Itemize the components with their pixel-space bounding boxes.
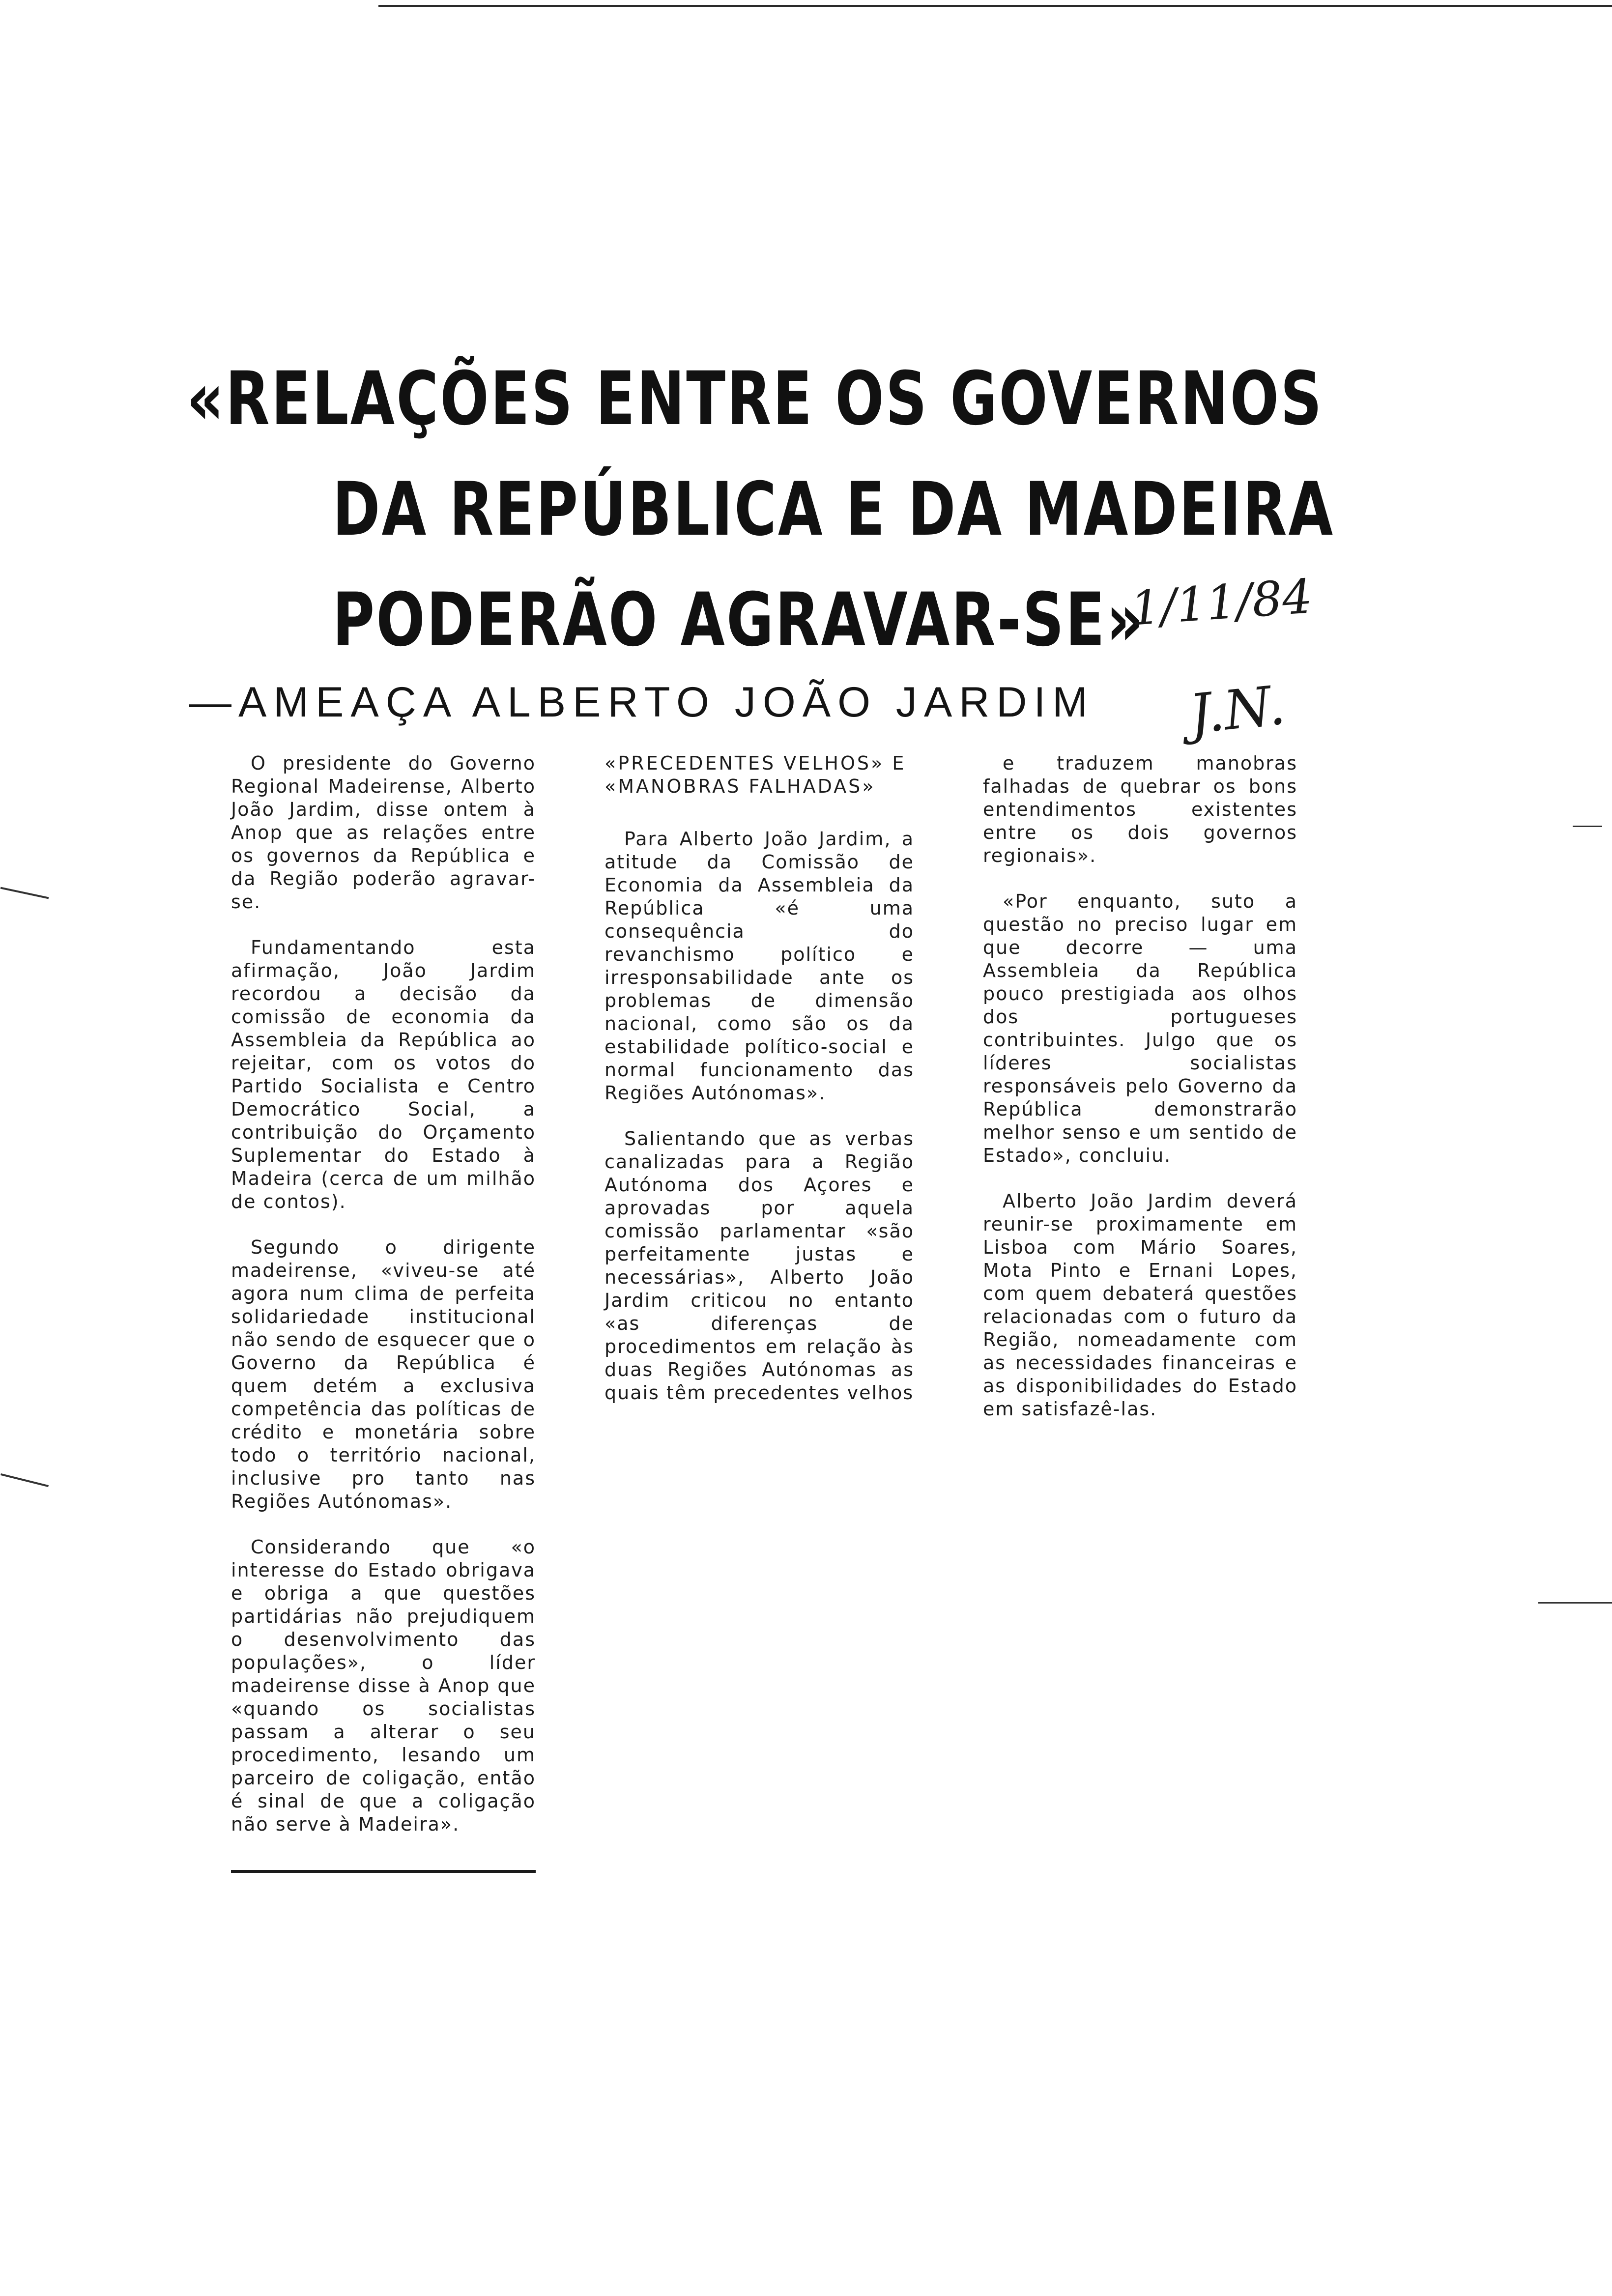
column-end-rule [231,1870,536,1873]
paragraph: «Por enquanto, suto a questão no preciso lugar em que decorre — uma Assembleia da República pouco prestigiada aos olhos dos portugueses contribuintes. Julgo que os líderes socialistas responsáveis pelo Governo da República demonstrarão melhor senso e um sentido de Estado», concluiu. [983,890,1297,1166]
subheadline: —AMEAÇA ALBERTO JOÃO JARDIM [189,679,1094,726]
headline-line-3: PODERÃO AGRAVAR-SE» [332,577,1145,663]
paragraph: Considerando que «o interesse do Estado obrigava e obriga a que questões partidárias não prejudiquem o desenvolvimento das populações», o líder madeirense disse à Anop que «quando os socialistas passam a alterar o seu procedimento, lesando um parceiro de coligação, então é sinal de que a coligação não serve à Madeira». [231,1536,536,1835]
paragraph: Fundamentando esta afirmação, João Jardim recordou a decisão da comissão de economia da Assembleia da República ao rejeitar, com os votos do Partido Socialista e Centro Democrático Social, a contribuição do Orçamento Suplementar do Estado à Madeira (cerca de um milhão de contos). [231,937,536,1212]
top-edge-rule [378,5,1612,7]
section-subhead: «PRECEDENTES VELHOS» E «MANOBRAS FALHADAS» [604,752,906,797]
paragraph: Alberto João Jardim deverá reunir-se proximamente em Lisboa com Mário Soares, Mota Pinto e Ernani Lopes, com quem debaterá questões relacionadas com o futuro da Região, nomeadamente com as necessidades financeiras e as disponibilidades do Estado em satisfazê-las. [983,1190,1297,1420]
paragraph: Para Alberto João Jardim, a atitude da Comissão de Economia da Assembleia da República «é uma consequência do revanchismo político e irresponsabilidade ante os problemas de dimensão nacional, como são os da estabilidade político-social e normal funcionamento das Regiões Autónomas». [604,828,914,1104]
scan-mark [0,1473,49,1487]
headline-line-1: «RELAÇÕES ENTRE OS GOVERNOS [187,356,1324,442]
handwritten-date: 1/11/84 [1128,569,1314,636]
handwritten-source-note: J.N. [1186,673,1288,746]
paragraph: e traduzem manobras falhadas de quebrar os bons entendimentos existentes entre os dois governos regionais». [983,752,1297,866]
article-column-2 [604,752,914,1427]
scan-mark [0,887,49,899]
paragraph: O presidente do Governo Regional Madeirense, Alberto João Jardim, disse ontem à Anop que as relações entre os governos da República e da Região poderão agravar-se. [231,752,536,913]
scan-mark [1538,1602,1612,1604]
article-column-1 [231,752,536,1859]
scan-mark [1573,826,1602,827]
headline-line-2: DA REPÚBLICA E DA MADEIRA [332,467,1335,552]
paragraph: Segundo o dirigente madeirense, «viveu-se até agora num clima de perfeita solidariedade institucional não sendo de esquecer que o Governo da República é quem detém a exclusiva competência das políticas de crédito e monetária sobre todo o território nacional, inclusive pro tanto nas Regiões Autónomas». [231,1236,536,1512]
paragraph: Salientando que as verbas canalizadas para a Região Autónoma dos Açores e aprovadas por aquela comissão parlamentar «são perfeitamente justas e necessárias», Alberto João Jardim criticou no entanto «as diferenças de procedimentos em relação às duas Regiões Autónomas as quais têm precedentes velhos [604,1128,914,1404]
article-column-3 [983,752,1297,1443]
